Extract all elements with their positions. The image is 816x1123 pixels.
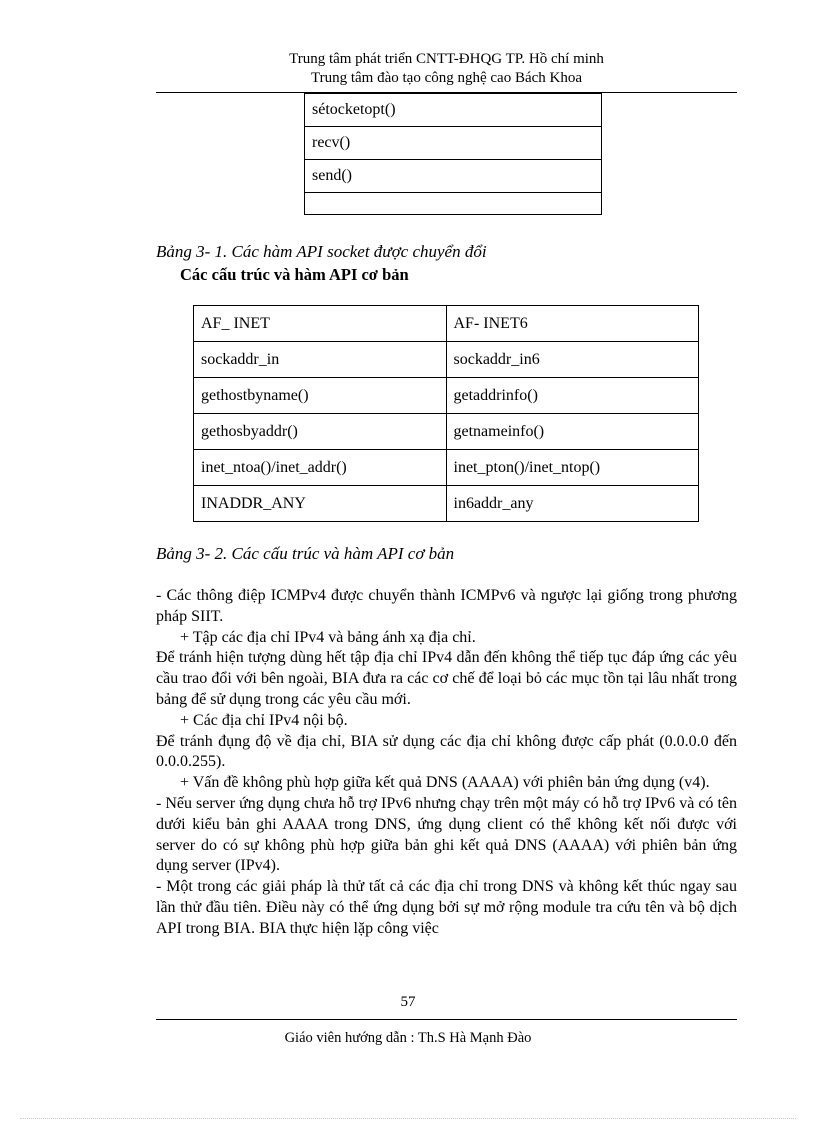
section-subheading: Các cấu trúc và hàm API cơ bản [180, 265, 409, 284]
table-cell: in6addr_any [446, 486, 699, 522]
header-line-1: Trung tâm phát triển CNTT-ĐHQG TP. Hồ chí minh [289, 51, 604, 67]
table-cell: AF_ INET [194, 306, 447, 342]
table-cell: AF- INET6 [446, 306, 699, 342]
table-row [305, 160, 602, 193]
table-row [194, 342, 699, 378]
table-cell: send() [305, 160, 602, 193]
paragraph: - Nếu server ứng dụng chưa hỗ trợ IPv6 nhưng chạy trên một máy có hỗ trợ IPv6 và có tên dưới kiểu bản ghi AAAA trong DNS, ứng dụng client có thể không kết nối được với server do có sự không phù hợp giữa bản ghi kết quả DNS (AAAA) với phiên bản ứng dụng server (IPv4). [156, 794, 737, 875]
table-cell: gethostbyname() [194, 378, 447, 414]
page-footer: Giáo viên hướng dẫn : Th.S Hà Mạnh Đào [284, 1030, 532, 1046]
paragraph: - Các thông điệp ICMPv4 được chuyển thành ICMPv6 và ngược lại giống trong phương pháp SIIT. [156, 587, 737, 625]
table-cell: getaddrinfo() [446, 378, 699, 414]
table-row [194, 378, 699, 414]
paragraph: - Một trong các giải pháp là thử tất cả các địa chỉ trong DNS và không kết thúc ngay sau lần thử đầu tiên. Điều này có thể ứng dụng bởi sự mở rộng module tra cứu tên và bộ dịch API trong BIA. BIA thực hiện lặp công việc [156, 878, 737, 937]
table-cell: inet_pton()/inet_ntop() [446, 450, 699, 486]
table-row [194, 450, 699, 486]
table-row [305, 94, 602, 127]
table-cell: sétocketopt() [305, 94, 602, 127]
body-text [156, 586, 737, 940]
table-caption-1: Bảng 3- 1. Các hàm API socket được chuyển đổi [156, 242, 487, 261]
table-row [194, 414, 699, 450]
page-header [156, 50, 737, 88]
table-cell: inet_ntoa()/inet_addr() [194, 450, 447, 486]
table-cell: sockaddr_in6 [446, 342, 699, 378]
paragraph: + Vấn đề không phù hợp giữa kết quả DNS (AAAA) với phiên bản ứng dụng (v4). [180, 774, 710, 792]
page-number: 57 [400, 994, 416, 1010]
table-caption-2: Bảng 3- 2. Các cấu trúc và hàm API cơ bản [156, 544, 455, 563]
table-row [194, 486, 699, 522]
paragraph: + Tập các địa chỉ IPv4 và bảng ánh xạ địa chỉ. [180, 628, 476, 646]
footer-rule [156, 1019, 737, 1020]
paragraph: Để tránh đụng độ về địa chỉ, BIA sử dụng các địa chỉ không được cấp phát (0.0.0.0 đến 0.0.0.255). [156, 732, 737, 771]
table-row [305, 127, 602, 160]
paragraph: Để tránh hiện tượng dùng hết tập địa chỉ IPv4 dẫn đến không thể tiếp tục đáp ứng các yêu cầu trao đổi với bên ngoài, BIA đưa ra các cơ chế để loại bỏ các mục tồn tại lâu nhất trong bảng để sử dụng trong các yêu cầu mới. [156, 649, 737, 708]
table-cell: recv() [305, 127, 602, 160]
page-bottom-divider [20, 1118, 796, 1119]
structure-api-table [193, 305, 699, 522]
table-row [194, 306, 699, 342]
table-cell [305, 193, 602, 215]
api-function-table [304, 93, 602, 215]
header-line-2: Trung tâm đào tạo công nghệ cao Bách Khoa [310, 70, 583, 86]
table-cell: getnameinfo() [446, 414, 699, 450]
paragraph: + Các địa chỉ IPv4 nội bộ. [180, 711, 348, 729]
table-cell: INADDR_ANY [194, 486, 447, 522]
table-row [305, 193, 602, 215]
table-cell: sockaddr_in [194, 342, 447, 378]
table-cell: gethosbyaddr() [194, 414, 447, 450]
